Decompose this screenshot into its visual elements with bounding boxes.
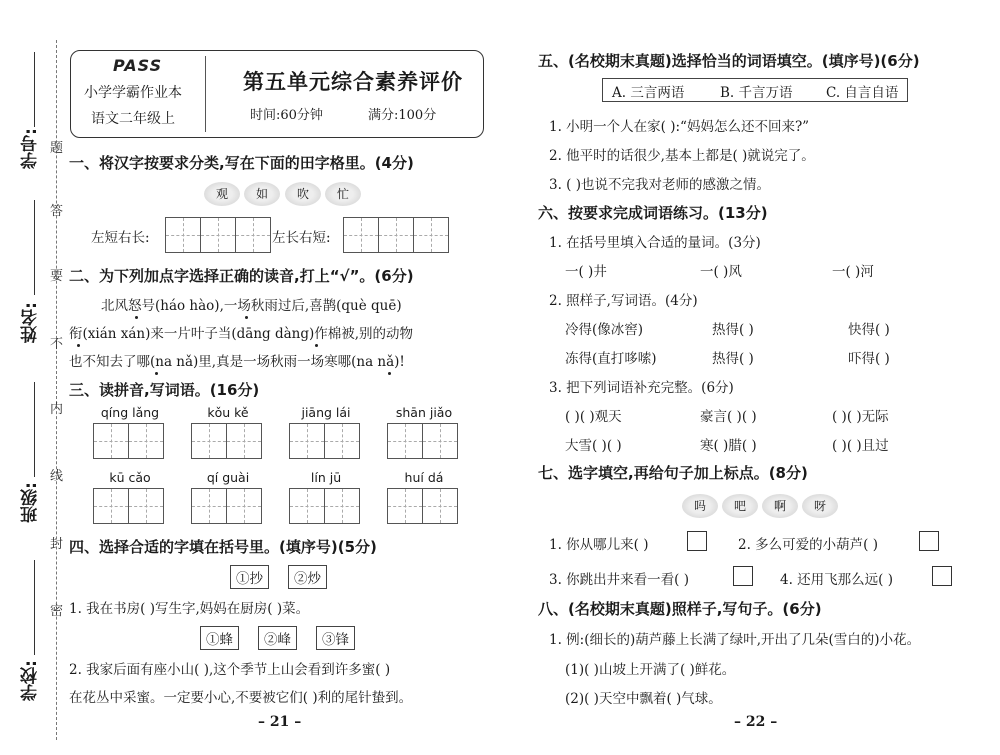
margin-line	[34, 52, 35, 127]
tianzi-grid[interactable]	[192, 488, 262, 524]
pinyin-label: kǒu kě	[207, 405, 249, 420]
emphasis-dot	[388, 372, 391, 375]
cut-char: 题	[50, 141, 64, 156]
cut-char: 封	[50, 537, 64, 552]
subject-grade: 语文二年级上	[91, 111, 175, 127]
blank-item: 大雪( )( )	[565, 438, 622, 454]
word-option: B. 千言万语	[720, 85, 793, 101]
passage-line: 北风怒号(háo hào),一场秋雨过后,喜鹊(què quē)	[101, 298, 402, 314]
option-box: ②炒	[288, 565, 327, 589]
name-label: 姓名:	[21, 302, 41, 343]
section-4-title: 四、选择合适的字填在括号里。(填序号)(5分)	[69, 538, 377, 556]
example-sentence: 1. 例:(细长的)葫芦藤上长满了绿叶,开出了几朵(雪白的)小花。	[549, 632, 921, 648]
cut-char: 不	[50, 337, 64, 352]
sub-question: 3. 把下列词语补充完整。(6分)	[549, 380, 734, 396]
sub-question: 2. 照样子,写词语。(4分)	[549, 293, 698, 309]
char-blob: 呀	[802, 494, 838, 518]
cut-char: 答	[50, 204, 64, 219]
page-number-right: – 22 –	[734, 714, 778, 730]
emphasis-dot	[77, 344, 80, 347]
sub-question: 1. 在括号里填入合适的量词。(3分)	[549, 235, 761, 251]
section-2-title: 二、为下列加点字选择正确的读音,打上“√”。(6分)	[69, 267, 414, 285]
margin-line	[34, 382, 35, 477]
emphasis-dot	[315, 344, 318, 347]
pass-logo: PASS	[113, 56, 163, 75]
student-id-label: 学号:	[21, 128, 41, 169]
tianzi-grid[interactable]	[192, 423, 262, 459]
question-text: 4. 还用飞那么远( )	[780, 572, 893, 588]
question-text: 1. 你从哪儿来( )	[549, 537, 649, 553]
blank-item: 一( )河	[832, 264, 874, 280]
question-text: 2. 我家后面有座小山( ),这个季节上山会看到许多蜜( )	[69, 662, 391, 678]
time-limit: 时间:60分钟	[250, 108, 323, 123]
question-text: 在花丛中采蜜。一定要小心,不要被它们( )利的尾针蛰到。	[69, 690, 413, 706]
blank-item: 一( )风	[700, 264, 742, 280]
blank-item: 热得( )	[712, 351, 754, 367]
school-label: 学校:	[21, 660, 41, 701]
example-word: 冻得(直打哆嗦)	[565, 351, 657, 367]
tianzi-grid[interactable]	[344, 217, 449, 253]
punctuation-box[interactable]	[932, 566, 952, 586]
question-text: 1. 小明一个人在家( ):“妈妈怎么还不回来?”	[549, 119, 810, 135]
tianzi-grid[interactable]	[166, 217, 271, 253]
section-7-title: 七、选字填空,再给句子加上标点。(8分)	[538, 464, 808, 482]
blank-item: 豪言( )( )	[700, 409, 757, 425]
pinyin-label: qíng lǎng	[100, 405, 160, 420]
section-8-title: 八、(名校期末真题)照样子,写句子。(6分)	[538, 600, 822, 618]
blank-item: 吓得( )	[848, 351, 890, 367]
punctuation-box[interactable]	[687, 531, 707, 551]
tianzi-grid[interactable]	[290, 423, 360, 459]
header-divider	[205, 56, 206, 132]
passage-line: 也不知去了哪(na nǎ)里,真是一场秋雨一场寒哪(na nǎ)!	[69, 354, 405, 370]
example-word: 冷得(像冰窖)	[565, 322, 644, 338]
classify-label-2: 左长右短:	[272, 230, 331, 246]
blank-item: ( )( )无际	[832, 409, 889, 425]
emphasis-dot	[155, 372, 158, 375]
cut-char: 内	[50, 402, 64, 417]
word-option: A. 三言两语	[612, 85, 685, 101]
full-score: 满分:100分	[368, 108, 437, 123]
tianzi-grid[interactable]	[94, 423, 164, 459]
page-number-left: – 21 –	[258, 714, 302, 730]
series-name: 小学学霸作业本	[84, 85, 182, 101]
tianzi-grid[interactable]	[290, 488, 360, 524]
pinyin-label: qí guài	[206, 470, 250, 485]
option-box: ③锋	[316, 626, 355, 650]
punctuation-box[interactable]	[919, 531, 939, 551]
page-title: 第五单元综合素养评价	[243, 69, 463, 94]
cut-char: 密	[50, 604, 64, 619]
blank-item: 热得( )	[712, 322, 754, 338]
tianzi-grid[interactable]	[388, 423, 458, 459]
emphasis-dot	[135, 316, 138, 319]
option-box: ①蜂	[200, 626, 239, 650]
char-blob: 吗	[682, 494, 718, 518]
char-blob: 忙	[325, 182, 361, 206]
pinyin-label: jiāng lái	[301, 405, 351, 420]
cut-char: 线	[50, 469, 64, 484]
tianzi-grid[interactable]	[388, 488, 458, 524]
margin-line	[34, 560, 35, 655]
char-blob: 观	[204, 182, 240, 206]
question-text: 3. ( )也说不完我对老师的感激之情。	[549, 177, 770, 193]
emphasis-dot	[245, 316, 248, 319]
pinyin-label: shān jiǎo	[395, 405, 453, 420]
pinyin-label: kū cǎo	[109, 470, 151, 485]
answer-line: (2)( )天空中飘着( )气球。	[565, 691, 722, 707]
section-5-title: 五、(名校期末真题)选择恰当的词语填空。(填序号)(6分)	[538, 52, 920, 70]
punctuation-box[interactable]	[733, 566, 753, 586]
blank-item: 一( )井	[565, 264, 607, 280]
blank-item: ( )( )观天	[565, 409, 622, 425]
char-blob: 啊	[762, 494, 798, 518]
answer-line: (1)( )山坡上开满了( )鲜花。	[565, 662, 736, 678]
word-option: C. 自言自语	[826, 85, 899, 101]
cut-char: 要	[50, 269, 64, 284]
char-blob: 吧	[722, 494, 758, 518]
option-box: ②峰	[258, 626, 297, 650]
classify-label-1: 左短右长:	[91, 230, 150, 246]
section-1-title: 一、将汉字按要求分类,写在下面的田字格里。(4分)	[69, 154, 414, 172]
blank-item: 快得( )	[848, 322, 890, 338]
char-blob: 如	[244, 182, 280, 206]
blank-item: 寒( )腊( )	[700, 438, 757, 454]
section-3-title: 三、读拼音,写词语。(16分)	[69, 381, 260, 399]
pinyin-label: huí dá	[404, 470, 444, 485]
tianzi-grid[interactable]	[94, 488, 164, 524]
question-text: 3. 你跳出井来看一看( )	[549, 572, 689, 588]
passage-line: 衔(xián xán)来一片叶子当(dāng dàng)作棉被,别的动物	[69, 326, 414, 342]
question-text: 2. 他平时的话很少,基本上都是( )就说完了。	[549, 148, 815, 164]
section-6-title: 六、按要求完成词语练习。(13分)	[538, 204, 768, 222]
class-label: 班级:	[21, 482, 41, 523]
question-text: 1. 我在书房( )写生字,妈妈在厨房( )菜。	[69, 601, 310, 617]
question-text: 2. 多么可爱的小葫芦( )	[738, 537, 878, 553]
blank-item: ( )( )且过	[832, 438, 889, 454]
pinyin-label: lín jū	[310, 470, 342, 485]
option-box: ①抄	[230, 565, 269, 589]
margin-line	[34, 200, 35, 295]
char-blob: 吹	[285, 182, 321, 206]
